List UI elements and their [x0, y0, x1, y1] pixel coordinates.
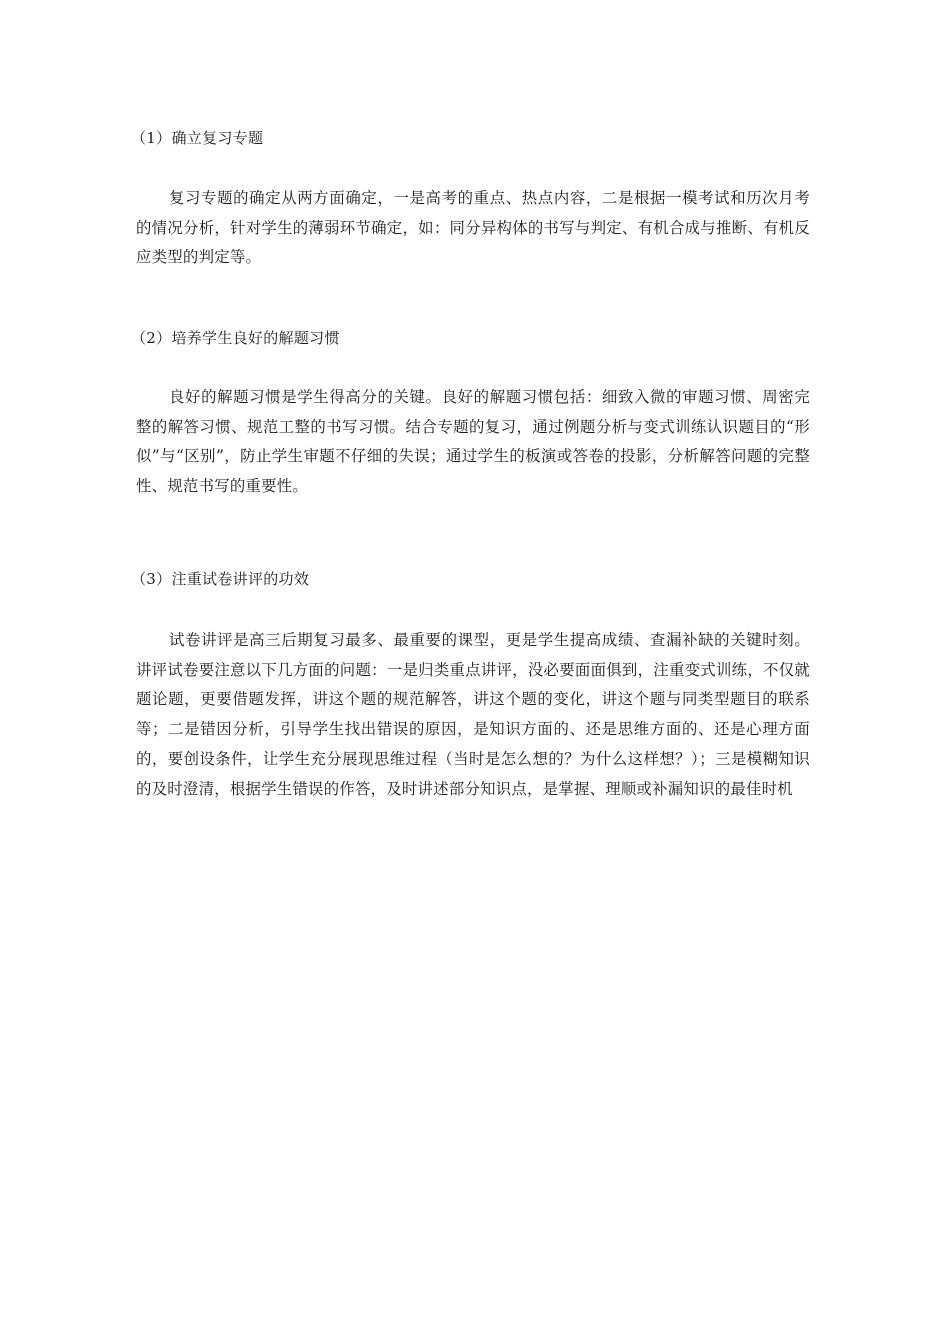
section-heading-1: （1）确立复习专题	[131, 129, 264, 147]
section-paragraph-2: 良好的解题习惯是学生得高分的关键。良好的解题习惯包括：细致入微的审题习惯、周密完整的解答习惯、规范工整的书写习惯。结合专题的复习，通过例题分析与变式训练认识题目的“形似”与“区别”，防止学生审题不仔细的失误；通过学生的板演或答卷的投影，分析解答问题的完整性、规范书写的重要性。	[136, 388, 810, 496]
section-heading-3: （3）注重试卷讲评的功效	[131, 570, 310, 588]
section-paragraph-3: 试卷讲评是高三后期复习最多、最重要的课型，更是学生提高成绩、查漏补缺的关键时刻。讲评试卷要注意以下几方面的问题：一是归类重点讲评，没必要面面俱到，注重变式训练，不仅就题论题，更要借题发挥，讲这个题的规范解答，讲这个题的变化，讲这个题与同类型题目的联系等；二是错因分析，引导学生找出错误的原因，是知识方面的、还是思维方面的、还是心理方面的，要创设条件，让学生充分展现思维过程（当时是怎么想的？为什么这样想？）；三是模糊知识的及时澄清，根据学生错误的作答，及时讲述部分知识点，是掌握、理顺或补漏知识的最佳时机	[136, 631, 810, 798]
section-paragraph-1: 复习专题的确定从两方面确定，一是高考的重点、热点内容，二是根据一模考试和历次月考的情况分析，针对学生的薄弱环节确定，如：同分异构体的书写与判定、有机合成与推断、有机反应类型的判定等。	[136, 189, 810, 267]
section-heading-2: （2）培养学生良好的解题习惯	[131, 329, 340, 347]
